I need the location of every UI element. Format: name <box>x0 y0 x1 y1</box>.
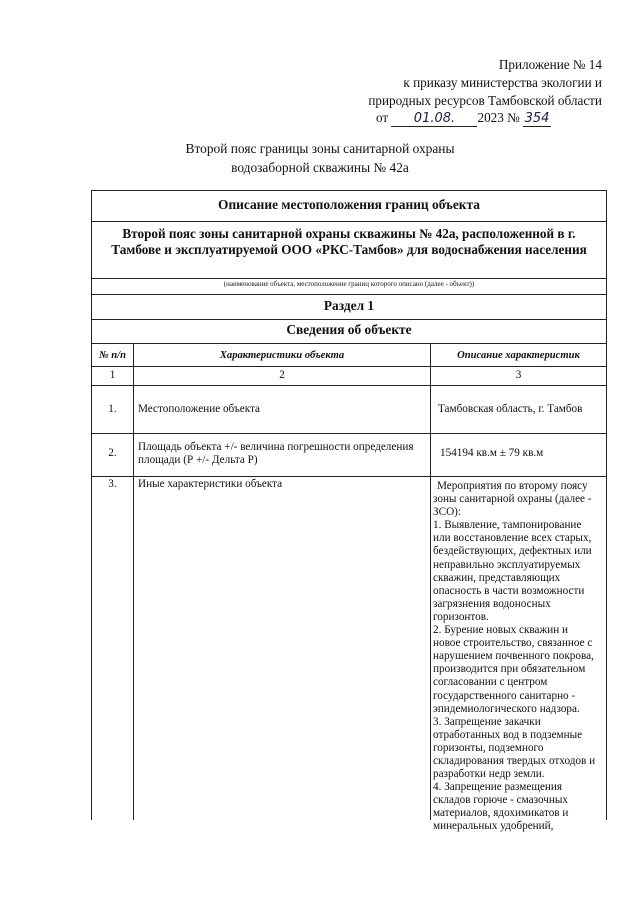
object-name: Второй пояс зоны санитарной охраны скважины № 42а, расположенной в г. Тамбове и эксплуатируемой ООО «РКС-Тамбов» для водоснабжения населения <box>111 226 587 257</box>
description-line: Мероприятия по второму поясу <box>437 480 588 492</box>
year: 2023 <box>477 110 504 125</box>
description-line: минеральных удобрений, <box>433 820 554 833</box>
section-title: Сведения об объекте <box>286 322 412 337</box>
description-line: 4. Запрещение размещения <box>433 781 563 794</box>
table-rule <box>91 343 607 344</box>
table-rule <box>91 294 607 295</box>
row-1-name: Местоположение объекта <box>138 403 260 415</box>
row-1-number: 1. <box>108 403 117 415</box>
object-name-note: (наименование объекта, местоположение границ которого описано (далее - объект)) <box>223 280 475 288</box>
description-line: складов горюче - смазочных <box>433 794 568 807</box>
row-3-name: Иные характеристики объекта <box>138 478 283 490</box>
column-divider <box>133 343 134 820</box>
description-line: загрязнения водоносных <box>433 597 551 610</box>
document-subtitle <box>0 139 640 177</box>
description-line: согласовании с центром <box>433 676 548 689</box>
header-characteristics: Характеристики объекта <box>219 350 345 361</box>
handwritten-date: 01.08. <box>413 111 456 126</box>
table-rule <box>91 366 607 367</box>
description-line: разработки недр земли. <box>433 768 545 781</box>
description-line: зоны санитарной охраны (далее - <box>433 493 592 506</box>
appendix-ministry-line: природных ресурсов Тамбовской области <box>368 93 602 108</box>
description-line: отработанных вод в подземные <box>433 728 583 741</box>
row-2-name: Площадь объекта +/- величина погрешности определения площади (Р +/- Дельта Р) <box>138 441 414 467</box>
table-rule <box>91 433 607 434</box>
header-description: Описание характеристик <box>457 350 580 361</box>
description-line: складирования твердых отходов и <box>433 754 596 767</box>
description-line: неправильно эксплуатируемых <box>433 558 581 571</box>
table-rule <box>91 319 607 320</box>
table-rule <box>91 476 607 477</box>
description-line: материалов, ядохимикатов и <box>433 807 569 820</box>
handwritten-number: 354 <box>524 111 550 126</box>
header-number: № п/п <box>98 350 127 361</box>
description-line: 3. Запрещение закачки <box>433 715 541 728</box>
description-line: горизонты, подземного <box>433 741 544 754</box>
description-line: 1. Выявление, тампонирование <box>433 519 582 532</box>
table-rule <box>91 221 607 222</box>
description-line: эпидемиологического надзора. <box>433 702 580 715</box>
appendix-order-line: к приказу министерства экологии и <box>403 75 602 90</box>
description-line: ЗСО): <box>433 506 461 519</box>
table-rule <box>91 278 607 279</box>
description-line: новое строительство, связанное с <box>433 637 593 650</box>
appendix-block <box>342 56 602 110</box>
description-line: бездействующих, дефектных или <box>433 545 592 558</box>
description-line: производится при обязательном <box>433 663 586 676</box>
row-2-value: 154194 кв.м ± 79 кв.м <box>440 447 544 459</box>
appendix-date-line <box>376 110 551 127</box>
description-line: скважин, представляющих <box>433 571 561 584</box>
row-3-value <box>433 480 605 834</box>
header-index-3: 3 <box>515 369 522 381</box>
table-title: Описание местоположения границ объекта <box>218 197 480 212</box>
subtitle-line-1: Второй пояс границы зоны санитарной охраны <box>185 141 455 156</box>
description-line: 2. Бурение новых скважин и <box>433 624 568 637</box>
column-divider <box>430 343 431 820</box>
row-3-number: 3. <box>108 478 117 490</box>
description-line: государственного санитарно - <box>433 689 576 702</box>
header-index-2: 2 <box>279 369 285 381</box>
description-line: горизонтов. <box>433 610 489 623</box>
header-index-1: 1 <box>109 369 116 381</box>
description-line: нарушением почвенного покрова, <box>433 650 594 663</box>
from-label: от <box>376 110 389 125</box>
row-1-value: Тамбовская область, г. Тамбов <box>438 403 583 415</box>
description-line: или восстановление всех старых, <box>433 532 592 545</box>
number-label: № <box>507 110 520 125</box>
table-rule <box>91 385 607 386</box>
appendix-title: Приложение № 14 <box>498 57 602 72</box>
description-line: опасность в части возможности <box>433 584 585 597</box>
section-label: Раздел 1 <box>323 298 375 313</box>
subtitle-line-2: водозаборной скважины № 42а <box>231 160 409 175</box>
row-2-number: 2. <box>108 447 117 459</box>
